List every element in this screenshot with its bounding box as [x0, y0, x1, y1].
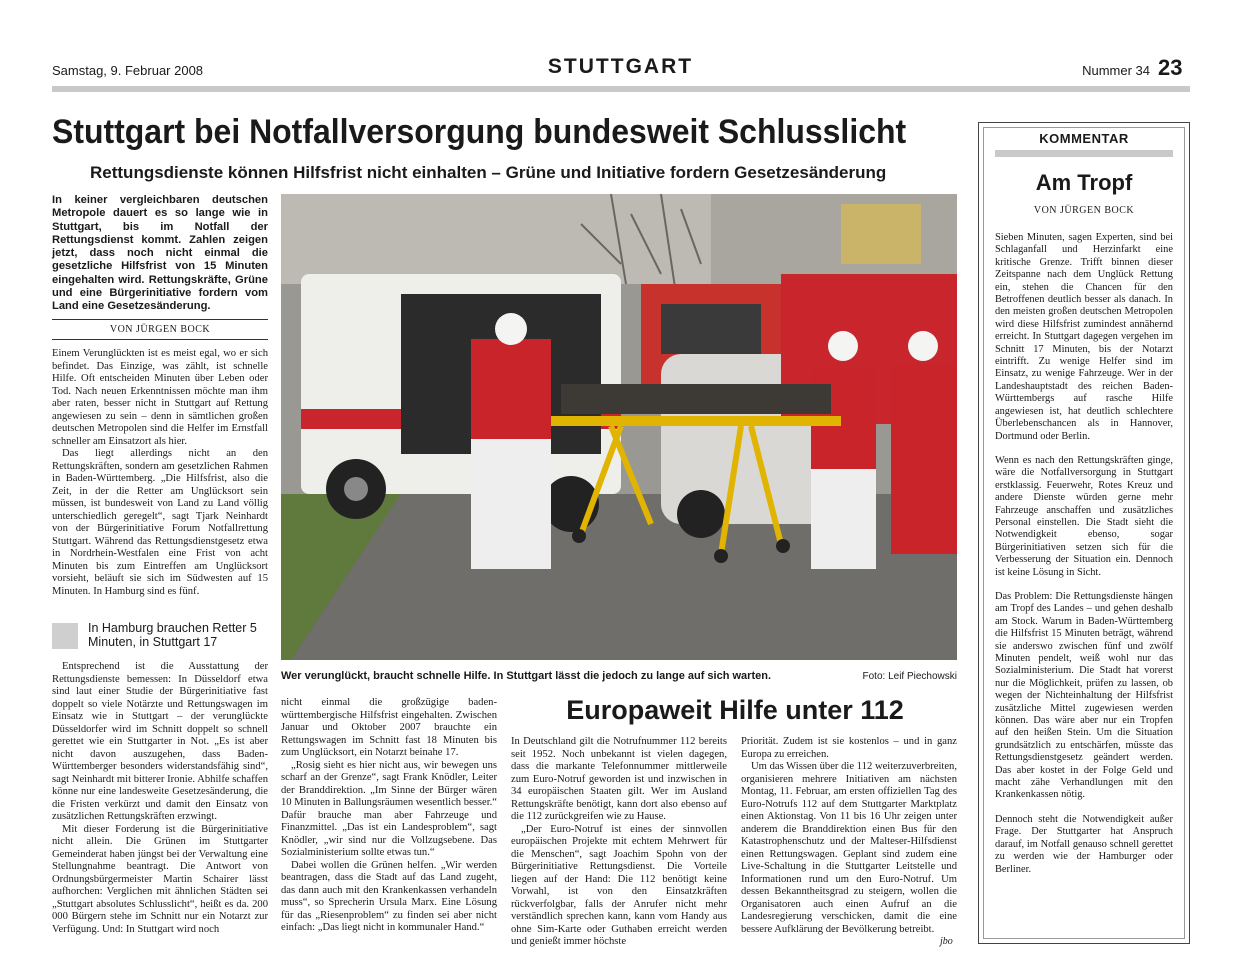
issue-number: Nummer 34 [1082, 63, 1150, 78]
article-column-2 [281, 697, 497, 935]
commentary-byline: VON JÜRGEN BOCK [1033, 205, 1135, 216]
section-title: STUTTGART [547, 55, 694, 78]
rescue-photo [281, 194, 957, 660]
article-paragraph: Einem Verunglückten ist es meist egal, wo er sich befindet. Das Einzige, was zählt, ist schnelle Hilfe. Oft entscheiden Minuten über Leben oder Tod. Nach neuen Erkenntnissen möchte man ihm aber raten, besser nicht in Stuttgart auf Rettung angewiesen zu sein – denn in sämtlichen großen deutschen Metropolen sind die Helfer im Ernstfall schneller am Einsatzort als hier. [52, 348, 268, 447]
pull-quote-text: In Hamburg brauchen Retter 5 Minuten, in Stuttgart 17 [88, 621, 257, 649]
commentary-label: KOMMENTAR [1039, 131, 1129, 146]
article-paragraph: Mit dieser Forderung ist die Bürgerinitiative nicht allein. Die Grünen im Stuttgarter Gemeinderat haben jüngst bei der Verwaltung eine Stellungnahme beantragt. Die Antwort von Ordnungsbürgermeister Martin Schairer lässt aufhorchen: Verglichen mit ähnlichen Städten sei „Stuttgart absolutes Schlusslicht“, heißt es da. 200 000 Bürgern stehe im Schnitt nur ein Notarzt zur Verfügung. Und: In Stuttgart wird noch [52, 823, 268, 935]
byline-rule-bottom [52, 339, 268, 340]
commentary-divider [995, 150, 1173, 157]
sidebar-paragraph: In Deutschland gilt die Notrufnummer 112 bereits seit 1952. Noch unbekannt ist vielen dagegen, dass die markante Telefonnummer mittlerweile zum Euro-Notruf geworden ist und inzwischen in 34 europäischen Staaten gilt. Wer im Ausland Rettungskräfte benötigt, kann dort also ebenso auf die 112 zurückgreifen wie zu Hause. [511, 736, 727, 822]
sidebar-headline: Europaweit Hilfe unter 112 [566, 695, 904, 725]
article-headline: Stuttgart bei Notfallversorgung bundesweit Schlusslicht [52, 113, 907, 151]
article-paragraph: nicht einmal die großzügige baden-württembergische Hilfsfrist eingehalten. Zwischen Januar und Oktober 2007 brauchte ein Rettungswagen im Schnitt fast 18 Minuten bis zum Unglücksort, ein Notarzt beinahe 17. [281, 697, 497, 758]
commentary-paragraph: Wenn es nach den Rettungskräften ginge, wäre die Notfallversorgung in Stuttgart erstklassig. Feuerwehr, Rotes Kreuz und andere Dienste würden gerne mehr Fahrzeuge anschaffen und zusätzliches Personal einstellen. Die Stadt sieht die Notwendigkeit ebenso, sogar Bürgerinitiativen setzen sich für die Verbesserung der Situation ein. Dennoch ist keine Lösung in Sicht. [995, 454, 1173, 578]
commentary-paragraph: Dennoch steht die Notwendigkeit außer Frage. Der Stuttgarter hat Anspruch darauf, im Notfall genauso schnell gerettet zu werden wie der Hamburger oder Berliner. [995, 813, 1173, 875]
sidebar-column-2 [741, 736, 957, 936]
author-signature: jbo [940, 936, 953, 947]
article-byline: VON JÜRGEN BOCK [109, 324, 211, 335]
issue-date: Samstag, 9. Februar 2008 [52, 63, 204, 78]
byline-rule-top [52, 319, 268, 320]
photo-credit: Foto: Leif Piechowski [862, 671, 957, 682]
commentary-text [995, 232, 1173, 888]
header-divider [52, 86, 1190, 92]
article-paragraph: Entsprechend ist die Ausstattung der Rettungsdienste bemessen: In Düsseldorf etwa sind laut einer Studie der Bürgerinitiative fast doppelt so viele Notärzte und Rettungswagen im Einsatz wie in Stuttgart – der verunglückte Düsseldorfer wird im Schnitt doppelt so schnell gerettet wie ein Stuttgarter in Not. „Es ist aber nicht davon auszugehen, dass Baden-Württemberger besonders widerstandsfähig sind“, sagt Neinhardt mit bitterer Ironie. Abhilfe schaffen könne nur eine landesweite Gesetzesänderung, die die Fristen verkürzt und damit den Einsatz von zusätzlichen Rettungskräften erzwingt. [52, 661, 268, 822]
rescue-scene-illustration [281, 194, 957, 660]
sidebar-column-1 [511, 736, 727, 949]
photo-caption: Wer verunglückt, braucht schnelle Hilfe. In Stuttgart lässt die jedoch zu lange auf sich warten. [281, 670, 772, 682]
article-column-1a [52, 348, 268, 598]
article-paragraph: Dabei wollen die Grünen helfen. „Wir werden beantragen, dass die Stadt auf das Land zugeht, das dann auch mit den Krankenkassen verhandeln muss“, so Sprecherin Ursula Marx. Eine Lösung für das „Riesenproblem“ zu finden sei aber nicht einfach: „Das liegt nicht in kommunaler Hand.“ [281, 859, 497, 933]
commentary-paragraph: Das Problem: Die Rettungsdienste hängen am Tropf des Landes – und gehen deshalb am Stock. Warum in Baden-Württemberg die Hilfsfrist 15 Minuten beträgt, während sie anderswo zwischen fünf und zwölf Minuten pendelt, weiß wohl nur das Sozialministerium. Die Stadt hat vorerst nur die Möglichkeit, prüfen zu lassen, ob wegen der Nichteinhaltung der Hilfsfrist zusätzliche Mittel zugewiesen werden können. Das wäre aber nur ein Tropfen auf den heißen Stein. Um die Situation grundsätzlich zu entschärfen, müsste das Rettungsdienstgesetz geändert werden. Das aber kostet in der Folge Geld und macht zähe Verhandlungen mit den Krankenkassen nötig. [995, 590, 1173, 801]
article-paragraph: „Rosig sieht es hier nicht aus, wir bewegen uns scharf an der Grenze“, sagt Frank Knödler, Leiter der Branddirektion. „Im Sinne der Bürger wären 10 Minuten in Ballungsräumen wesentlich besser.“ Dafür brauche man aber Fahrzeuge und Finanzmittel. „Das ist ein Landesproblem“, sagt Knödler, „wir sind nur die Vollzugsebene. Das Sozialministerium sollte etwas tun.“ [281, 759, 497, 858]
sidebar-paragraph: „Der Euro-Notruf ist eines der sinnvollen europäischen Projekte mit echtem Mehrwert für die Menschen“, sagt Joachim Spohn von der Bürgerinitiative Rettungsdienst. Die Vorteile liegen auf der Hand: Die 112 benötigt keine Vorwahl, ist von den Einsatzkräften rückverfolgbar, falls der Anrufer nicht mehr verständlich sprechen kann, kann vom Handy aus ohne Sim-Karte oder Guthaben erreicht werden und genießt immer höchste [511, 823, 727, 947]
article-column-1b [52, 661, 268, 936]
sidebar-paragraph: Priorität. Zudem ist sie kostenlos – und in ganz Europa zu erreichen. [741, 736, 957, 760]
pull-quote [52, 621, 268, 655]
commentary-paragraph: Sieben Minuten, sagen Experten, sind bei Schlaganfall und Herzinfarkt eine kritische Grenze. Trifft binnen dieser Zeitspanne nach dem Unglück Rettung ein, stehen die Chancen für den Betroffenen deutlich besser als danach. In den meisten großen deutschen Metropolen wird diese Hilfsfrist zumindest annähernd erreicht. In Stuttgart dagegen vergehen im Schnitt 17 Minuten, bis der Notarzt eintrifft. Zu wenige Helfer sind im Einsatz, zu wenige Fahrzeuge. Wer in der Landeshauptstadt des reichen Baden-Württembergs auf rasche Hilfe angewiesen ist, hat deutlich schlechtere Überlebenschancen als in Hannover, Dortmund oder Berlin. [995, 232, 1173, 442]
sidebar-paragraph: Um das Wissen über die 112 weiterzuverbreiten, organisieren mehrere Initiativen am nächsten Montag, 11. Februar, am ersten offiziellen Tag des Euro-Notrufs 112 auf dem Stuttgarter Marktplatz einen Aktionstag. Von 11 bis 16 Uhr zeigen unter anderem die Branddirektion einen Bus für den Katastrophenschutz und der Malteser-Hilfsdienst einen Rettungswagen. Geplant sind zudem eine Live-Schaltung in die Stuttgarter Leitstelle und Informationen rund um den Euro-Notruf. Um dessen Bekanntheitsgrad zu steigern, wollen die Organisatoren auch einen Aufruf an die Landesregierung verschicken, damit die eine bessere Aufklärung der Bevölkerung betreibt. [741, 761, 957, 935]
article-subheadline: Rettungsdienste können Hilfsfrist nicht einhalten – Grüne und Initiative fordern Gesetzesänderung [90, 163, 887, 182]
article-intro: In keiner vergleichbaren deutschen Metropole dauert es so lange wie in Stuttgart, bis im Notfall der Rettungsdienst kommt. Zahlen zeigen jetzt, dass noch nicht einmal die gesetzliche Hilfsfrist von 15 Minuten eingehalten wird. Rettungskräfte, Grüne und eine Bürgerinitiative fordern vom Land eine Gesetzesänderung. [52, 194, 268, 313]
commentary-title: Am Tropf [1035, 170, 1133, 195]
article-paragraph: Das liegt allerdings nicht an den Rettungskräften, sondern am gesetzlichen Rahmen in Baden-Württemberg. „Die Hilfsfrist, also die Zeit, in der die Retter am Unglücksort sein müssen, ist bundesweit von Land zu Land völlig unterschiedlich geregelt“, sagt Tjark Neinhardt von der Bürgerinitiative Forum Notfallrettung Stuttgart. Während das Rettungsdienstgesetz etwa in Nordrhein-Westfalen eine Frist von acht Minuten bis zum Eintreffen am Unglücksort vorsieht, beläuft sie sich im Südwesten auf 15 Minuten. In Hamburg sind es fünf. [52, 448, 268, 597]
page-number: 23 [1158, 55, 1183, 80]
quote-square-icon [52, 623, 78, 649]
